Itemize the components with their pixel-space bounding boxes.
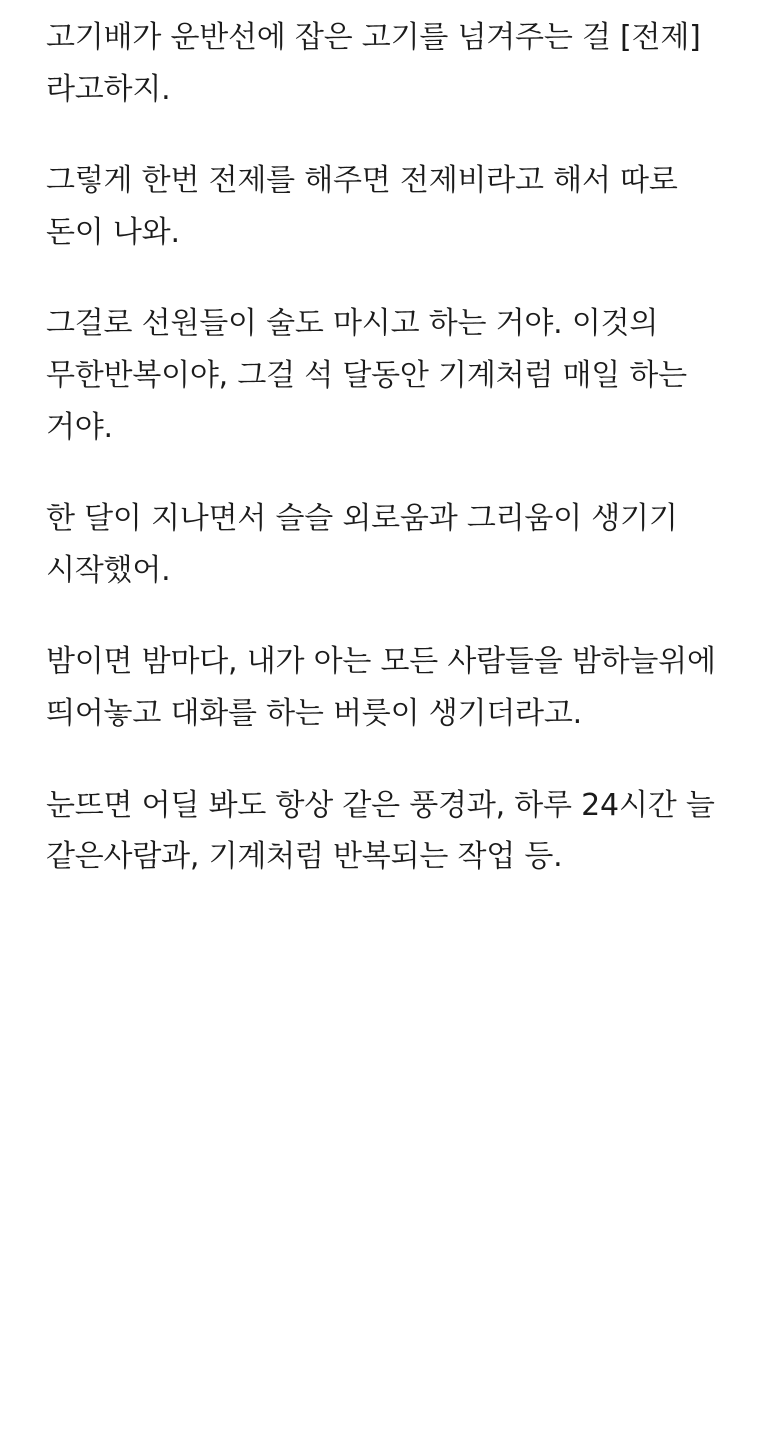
paragraph-6: 눈뜨면 어딜 봐도 항상 같은 풍경과, 하루 24시간 늘 같은사람과, 기계처럼 반복되는 작업 등.	[46, 787, 715, 875]
paragraph-3: 그걸로 선원들이 술도 마시고 하는 거야. 이것의 무한반복이야, 그걸 석 달동안 기계처럼 매일 하는 거야.	[46, 306, 687, 445]
paragraph-4: 한 달이 지나면서 슬슬 외로움과 그리움이 생기기 시작했어.	[46, 501, 678, 588]
paragraph-1: 고기배가 운반선에 잡은 고기를 넘겨주는 걸 [전제]라고하지.	[46, 20, 701, 107]
article-body	[46, 12, 735, 883]
paragraph-5: 밤이면 밤마다, 내가 아는 모든 사람들을 밤하늘위에 띄어놓고 대화를 하는 버릇이 생기더라고.	[46, 644, 716, 731]
paragraph-2: 그렇게 한번 전제를 해주면 전제비라고 해서 따로 돈이 나와.	[46, 163, 678, 250]
